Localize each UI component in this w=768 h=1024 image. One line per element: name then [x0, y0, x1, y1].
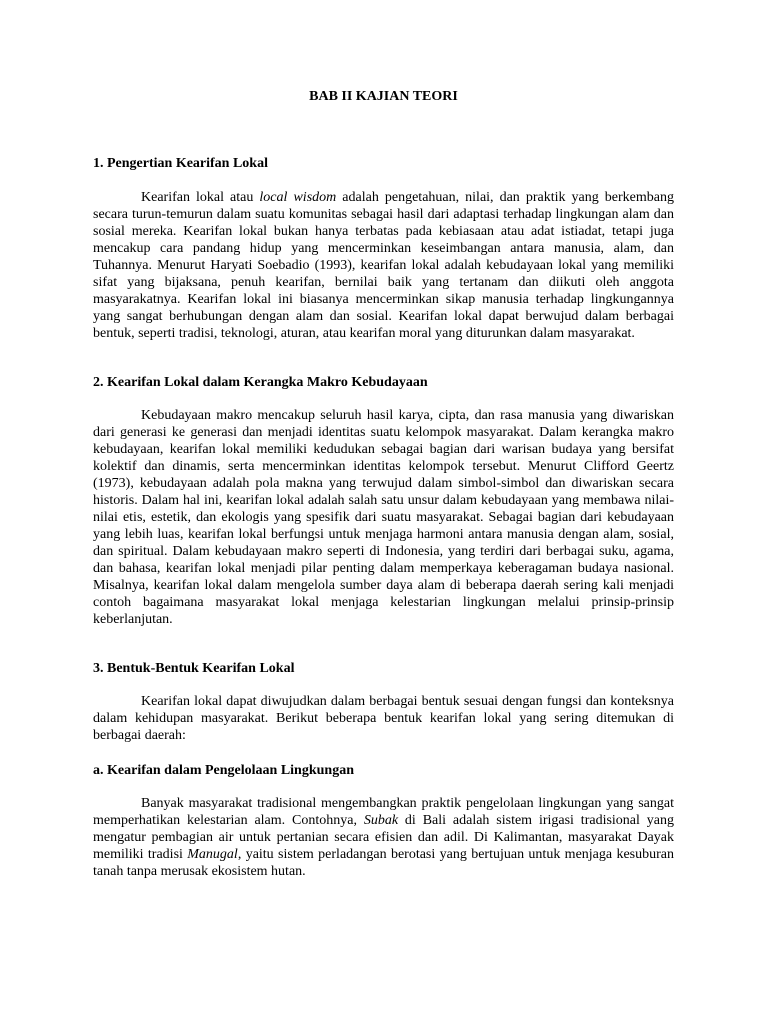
section-paragraph-1	[93, 189, 674, 342]
section-heading-a: a. Kearifan dalam Pengelolaan Lingkungan	[93, 763, 354, 778]
section-paragraph-a	[93, 795, 674, 880]
italic-term: local wisdom	[259, 190, 337, 205]
paragraph-text: di Bali adalah sistem irigasi tradisional yang mengatur pembagian air untuk pertanian secara efisien dan adil. Di Kalimantan, masyarakat Dayak memiliki tradisi	[93, 813, 674, 862]
italic-term: Manugal	[187, 847, 238, 862]
paragraph-text: Banyak masyarakat tradisional mengembangkan praktik pengelolaan lingkungan yang sangat memperhatikan kelestarian alam. Contohnya,	[93, 796, 674, 828]
chapter-title: BAB II KAJIAN TEORI	[309, 89, 458, 104]
paragraph-text: , yaitu sistem perladangan berotasi yang bertujuan untuk menjaga kesuburan tanah tanpa merusak ekosistem hutan.	[93, 847, 674, 879]
section-heading-2: 2. Kearifan Lokal dalam Kerangka Makro Kebudayaan	[93, 375, 428, 390]
italic-term: Subak	[363, 813, 399, 828]
section-paragraph-2: Kebudayaan makro mencakup seluruh hasil karya, cipta, dan rasa manusia yang diwariskan dari generasi ke generasi dan menjadi identitas suatu kelompok masyarakat. Dalam kerangka makro kebudayaan, kearifan lokal memiliki kedudukan sebagai bagian dari warisan budaya yang bersifat kolektif dan dinamis, serta mencerminkan identitas kelompok tersebut. Menurut Clifford Geertz (1973), kebudayaan adalah pola makna yang terwujud dalam simbol-simbol dan diwariskan secara historis. Dalam hal ini, kearifan lokal adalah salah satu unsur dalam kebudayaan yang membawa nilai-nilai etis, estetik, dan ekologis yang spesifik dari suatu masyarakat. Sebagai bagian dari kebudayaan yang lebih luas, kearifan lokal berfungsi untuk menjaga harmoni antara manusia dengan alam, sosial, dan spiritual. Dalam kebudayaan makro seperti di Indonesia, yang terdiri dari berbagai suku, agama, dan bahasa, kearifan lokal menjadi pilar penting dalam memperkaya keberagaman budaya nasional. Misalnya, kearifan lokal dalam mengelola sumber daya alam di beberapa daerah sering kali menjadi contoh bagaimana masyarakat lokal menjaga kelestarian lingkungan melalui prinsip-prinsip keberlanjutan.	[93, 408, 674, 627]
section-paragraph-3: Kearifan lokal dapat diwujudkan dalam berbagai bentuk sesuai dengan fungsi dan konteksnya dalam kehidupan masyarakat. Berikut beberapa bentuk kearifan lokal yang sering ditemukan di berbagai daerah:	[93, 694, 674, 743]
paragraph-text: Kearifan lokal atau	[141, 190, 260, 205]
paragraph-text: adalah pengetahuan, nilai, dan praktik yang berkembang secara turun-temurun dalam suatu komunitas sebagai hasil dari adaptasi terhadap lingkungan alam dan sosial mereka. Kearifan lokal bukan hanya terbatas pada kebiasaan atau adat istiadat, tetapi juga mencakup cara pandang hidup yang mencerminkan keseimbangan antara manusia, alam, dan Tuhannya. Menurut Haryati Soebadio (1993), kearifan lokal adalah kebudayaan lokal yang memiliki sifat yang bijaksana, penuh kearifan, bernilai baik yang tertanam dan diikuti oleh anggota masyarakatnya. Kearifan lokal ini biasanya mencerminkan sikap manusia terhadap lingkungannya yang sangat berhubungan dengan alam dan sosial. Kearifan lokal dapat berwujud dalam berbagai bentuk, seperti tradisi, teknologi, aturan, atau kearifan moral yang diturunkan dalam masyarakat.	[93, 190, 675, 341]
section-heading-3: 3. Bentuk-Bentuk Kearifan Lokal	[93, 661, 295, 676]
section-heading-1: 1. Pengertian Kearifan Lokal	[93, 156, 268, 171]
